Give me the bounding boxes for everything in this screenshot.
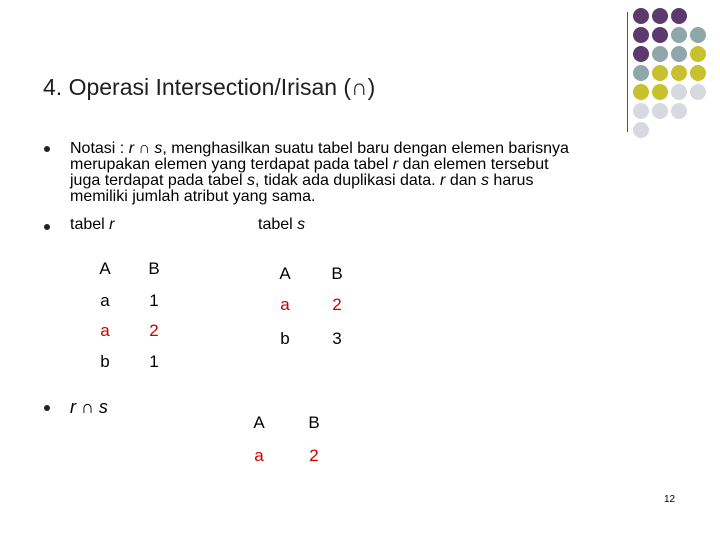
table-result-cell-highlight: a (254, 446, 264, 465)
line3-mid: , tidak ada duplikasi data. (255, 172, 441, 189)
decorative-dot (652, 8, 668, 24)
table-r-cell: b (100, 352, 110, 371)
tabel-r-word: tabel (70, 216, 110, 233)
table-result-cell-highlight: 2 (309, 446, 319, 465)
line3-s: s (247, 172, 256, 189)
decorative-dot (671, 46, 687, 62)
decorative-dot (633, 8, 649, 24)
table-r-header-b: B (148, 259, 160, 278)
decorative-dot (690, 46, 706, 62)
page-title: 4. Operasi Intersection/Irisan (∩) (43, 74, 376, 100)
notasi-line-2 (70, 157, 549, 172)
decorative-dot (671, 65, 687, 81)
table-s-cell-highlight: a (280, 295, 290, 314)
decorative-dot (671, 8, 687, 24)
table-s-header-b: B (331, 264, 343, 283)
line2-r: r (392, 156, 399, 173)
decorative-dot (690, 84, 706, 100)
decorative-dot (633, 27, 649, 43)
decorative-dot (633, 103, 649, 119)
decorative-dot (652, 65, 668, 81)
decorative-dot (671, 84, 687, 100)
decorative-dot (671, 103, 687, 119)
line3-dan: dan (445, 172, 481, 189)
tabel-r-var: r (109, 216, 115, 233)
bullet-marker (44, 405, 50, 411)
notasi-expr: r ∩ s (128, 140, 163, 157)
line3-r: r (440, 172, 446, 189)
tabel-r-label (70, 217, 114, 232)
decorative-dot (652, 46, 668, 62)
table-s-header-a: A (279, 264, 291, 283)
decorative-dot (633, 46, 649, 62)
result-expr: r ∩ s (70, 397, 108, 417)
bullet-marker (44, 146, 50, 152)
table-r-cell: 1 (149, 291, 159, 310)
decorative-dot (671, 27, 687, 43)
divider-line (627, 12, 628, 132)
table-r-cell: a (100, 291, 110, 310)
notasi-rest: , menghasilkan suatu tabel baru dengan elemen barisnya (162, 140, 569, 157)
page-number: 12 (664, 494, 676, 505)
notasi-line-4: memiliki jumlah atribut yang sama. (70, 188, 316, 205)
table-s-cell-highlight: 2 (332, 295, 342, 314)
notasi-line-3 (70, 173, 533, 188)
table-result-header-a: A (253, 413, 265, 432)
table-r-cell-highlight: 2 (149, 321, 159, 340)
decorative-dot (652, 84, 668, 100)
decorative-dot (652, 27, 668, 43)
notasi-line-1 (70, 141, 569, 156)
table-result-header-b: B (308, 413, 320, 432)
table-s-cell: b (280, 329, 290, 348)
decorative-dot (633, 122, 649, 138)
table-r-cell: 1 (149, 352, 159, 371)
decorative-dot (652, 103, 668, 119)
bullet-marker (44, 224, 50, 230)
decorative-dot (690, 65, 706, 81)
line3-s2: s (480, 172, 489, 189)
line2-text: merupakan elemen yang terdapat pada tabel (70, 156, 393, 173)
decorative-dot (633, 84, 649, 100)
table-r-header-a: A (99, 259, 111, 278)
line2-rest: dan elemen tersebut (398, 156, 549, 173)
table-s-cell: 3 (332, 329, 342, 348)
decorative-dot (690, 27, 706, 43)
tabel-s-label (258, 217, 305, 232)
line3-end: harus (488, 172, 534, 189)
line3-text: juga terdapat pada tabel (70, 172, 248, 189)
tabel-s-var: s (297, 216, 306, 233)
decorative-dot (633, 65, 649, 81)
notasi-prefix: Notasi : (70, 140, 129, 157)
tabel-s-word: tabel (258, 216, 298, 233)
table-r-cell-highlight: a (100, 321, 110, 340)
